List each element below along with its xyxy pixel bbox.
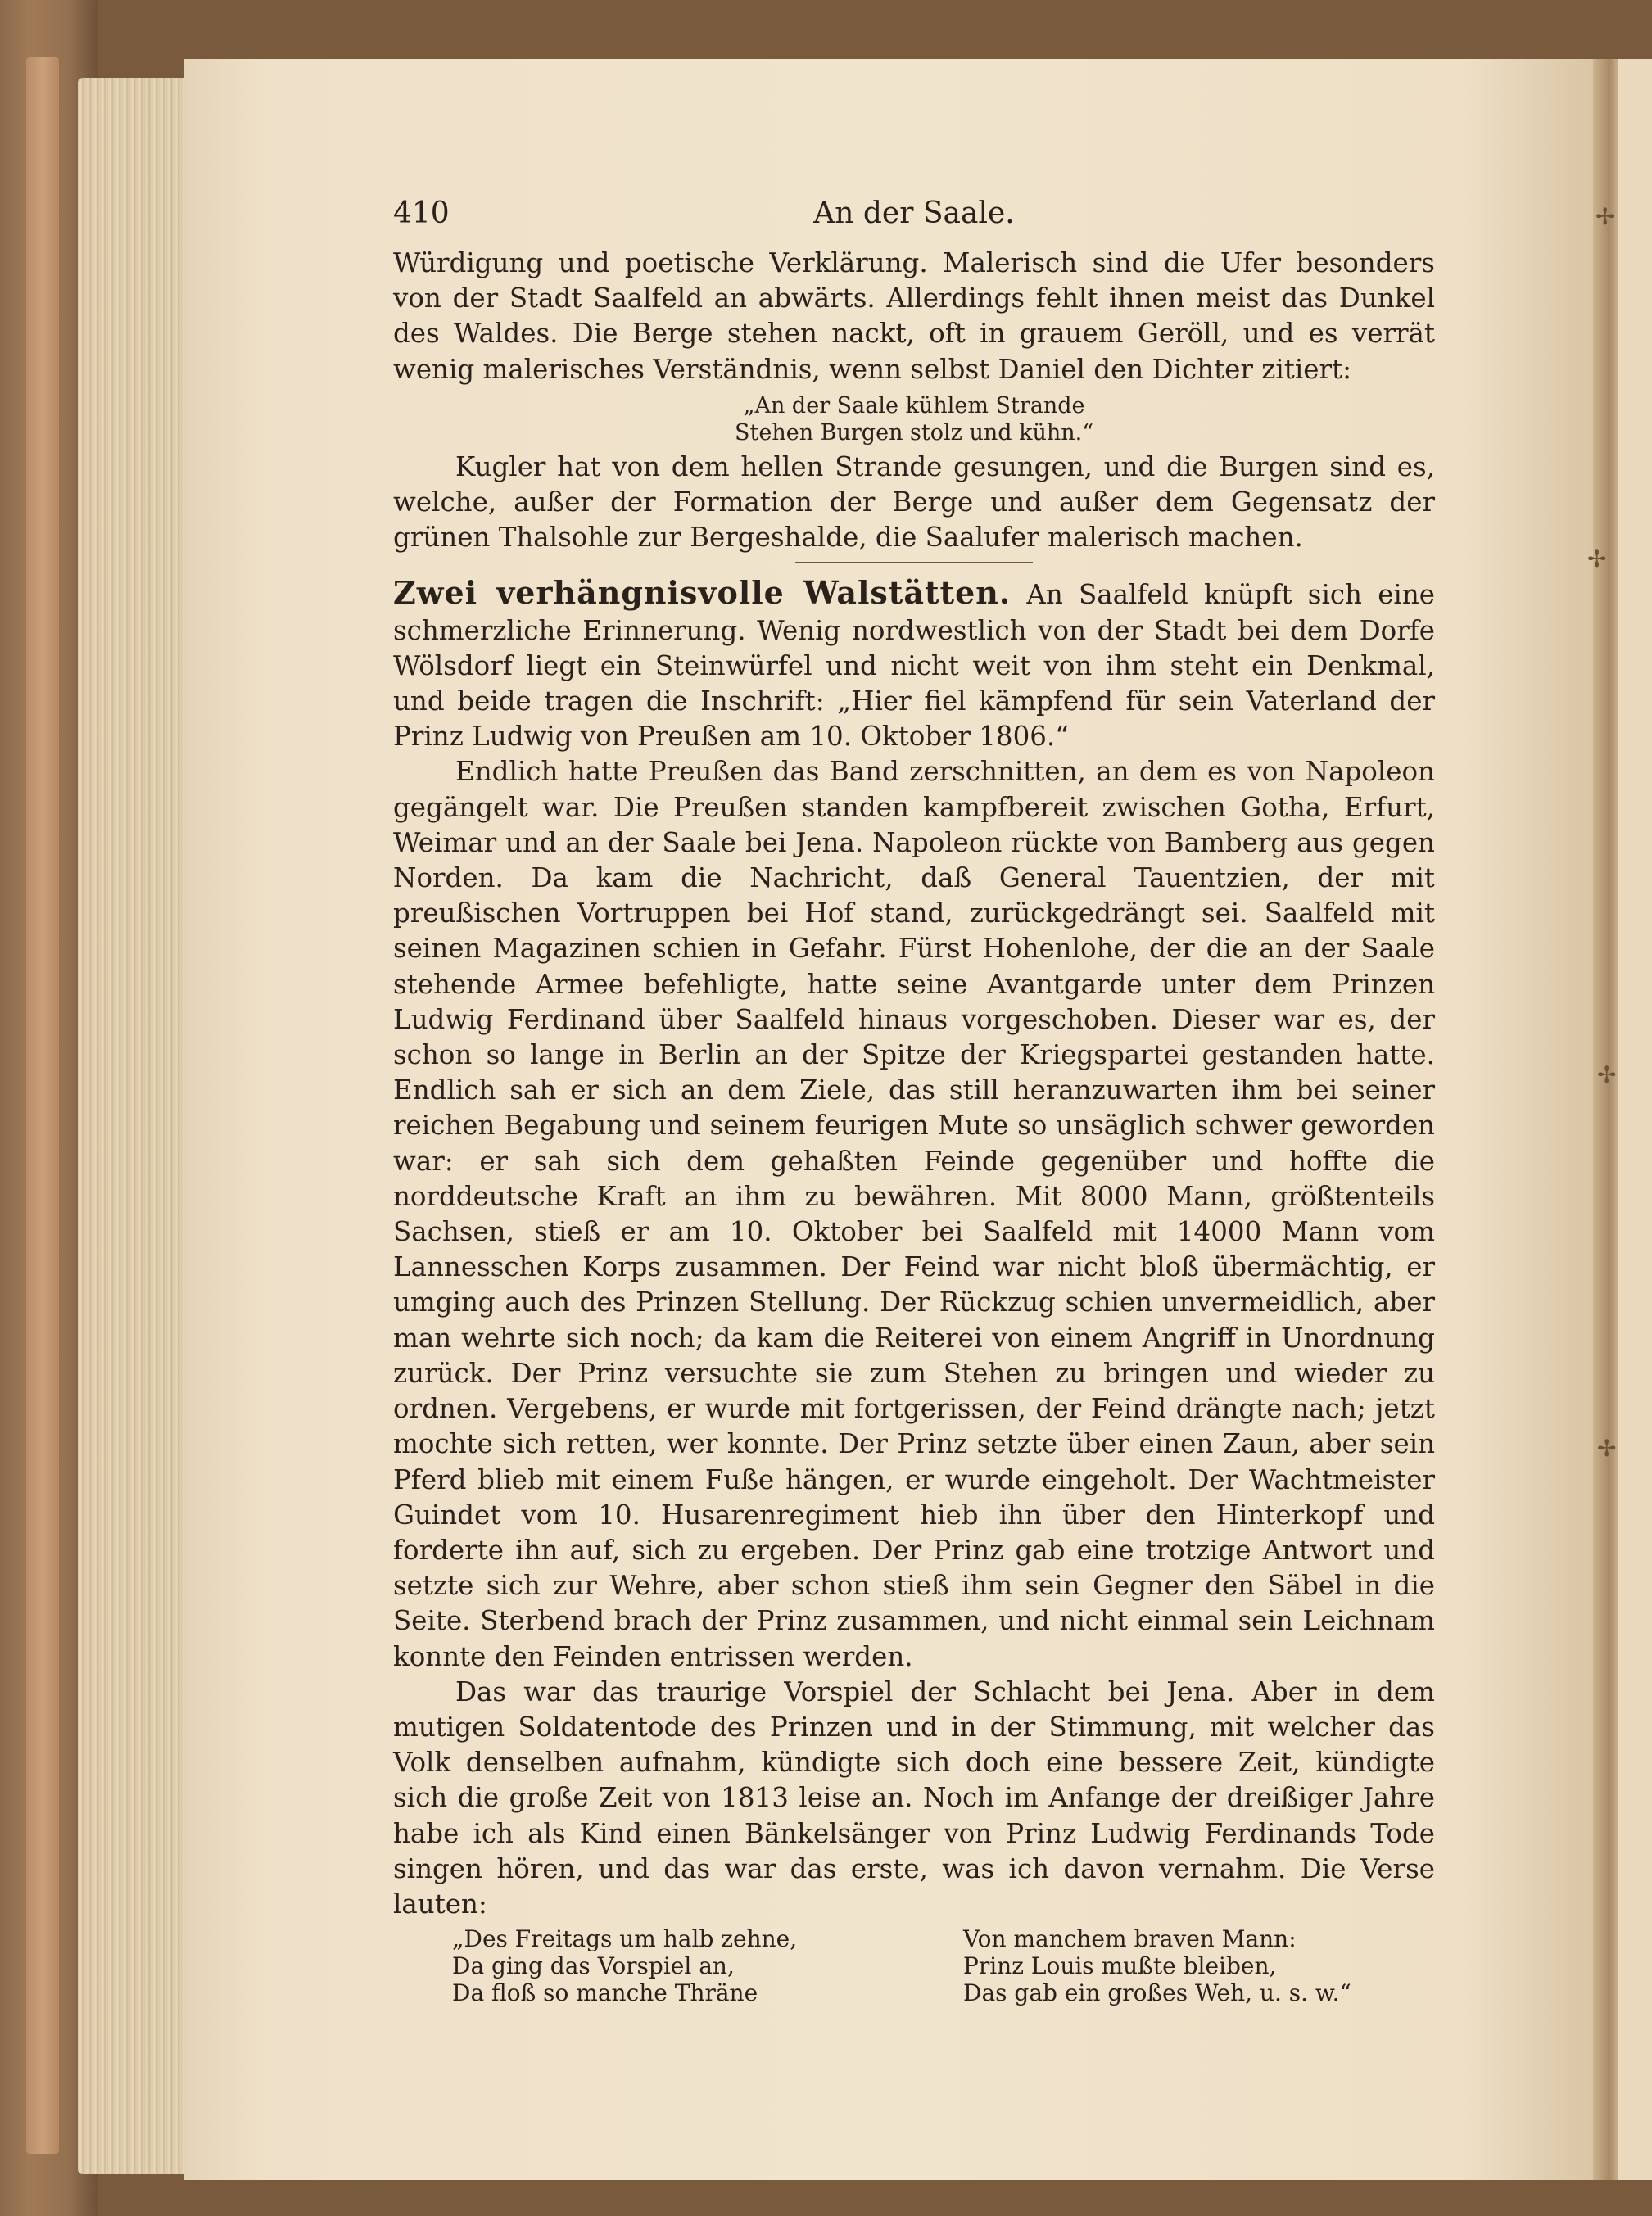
margin-mark: ✢ (1595, 203, 1615, 230)
verse-left-column (393, 1925, 914, 2006)
verse-line: Von manchem braven Mann: (963, 1925, 1297, 1953)
page-number: 410 (393, 197, 450, 230)
quote (393, 392, 1435, 446)
body-text (393, 246, 1435, 1922)
paragraph: Das war das traurige Vorspiel der Schlacht bei Jena. Aber in dem mutigen Soldatentode des Prinzen und in der Stimmung, mit welcher das Volk denselben aufnahm, kündigte sich doch eine bessere Zeit, kündigte sich die große Zeit von 1813 leise an. Noch im Anfange der dreißiger Jahre habe ich als Kind einen Bänkelsänger von Prinz Ludwig Ferdinands Tode singen hören, und das war das erste, was ich davon vernahm. Die Verse lauten: (393, 1676, 1435, 1920)
text-block (393, 197, 1435, 2006)
verse-line: Da ging das Vorspiel an, (452, 1952, 735, 1980)
verse-line: Da floß so manche Thräne (452, 1979, 758, 2007)
verse-line: Prinz Louis mußte bleiben, (963, 1952, 1277, 1980)
margin-mark: ✢ (1597, 1061, 1617, 1088)
running-title: An der Saale. (813, 197, 1015, 230)
quote-line: „An der Saale kühlem Strande (743, 392, 1085, 418)
verse-line: „Des Freitags um halb zehne, (452, 1925, 798, 1953)
verse-line: Das gab ein großes Weh, u. s. w.“ (963, 1979, 1351, 2007)
paragraph: Kugler hat von dem hellen Strande gesungen, und die Burgen sind es, welche, außer der Formation der Berge und außer dem Gegensatz der grünen Thalsohle zur Bergeshalde, die Saalufer malerisch machen. (393, 450, 1435, 554)
page-edges (78, 78, 201, 2174)
paragraph: Endlich hatte Preußen das Band zerschnitten, an dem es von Napoleon gegängelt war. Die Preußen standen kampfbereit zwischen Gotha, Erfurt, Weimar und an der Saale bei Jena. Napoleon rückte von Bamberg aus gegen Norden. Da kam die Nachricht, daß General Tauentzien, der mit preußischen Vortruppen bei Hof stand, zurückgedrängt sei. Saalfeld mit seinen Magazinen schien in Gefahr. Fürst Hohenlohe, der die an der Saale stehende Armee befehligte, hatte seine Avantgarde unter dem Prinzen Ludwig Ferdinand über Saalfeld hinaus vorgeschoben. Dieser war es, der schon so lange in Berlin an der Spitze der Kriegspartei gestanden hatte. Endlich sah er sich an dem Ziele, das still heranzuwarten ihm bei seiner reichen Begabung und seinem feurigen Mute so unsäglich schwer geworden war: er sah sich dem gehaßten Feinde gegenüber und hoffte die norddeutsche Kraft an ihm zu bewähren. Mit 8000 Mann, größtenteils Sachsen, stieß er am 10. Oktober bei Saalfeld mit 14000 Mann vom Lannesschen Korps zusammen. Der Feind war nicht bloß übermächtig, er umging auch des Prinzen Stellung. Der Rückzug schien unvermeidlich, aber man wehrte sich noch; da kam die Reiterei von einem Angriff in Unordnung zurück. Der Prinz versuchte sie zum Stehen zu bringen und wieder zu ordnen. Vergebens, er wurde mit fortgerissen, der Feind drängte nach; jetzt mochte sich retten, wer konnte. Der Prinz setzte über einen Zaun, aber sein Pferd blieb mit einem Fuße hängen, er wurde eingeholt. Der Wachtmeister Guindet vom 10. Husarenregiment hieb ihn über den Hinterkopf und forderte ihn auf, sich zu ergeben. Der Prinz gab eine trotzige Antwort und setzte sich zur Wehre, aber schon stieß ihm sein Gegner den Säbel in die Seite. Sterbend brach der Prinz zusammen, und nicht einmal sein Leichnam konnte den Feinden entrissen werden. (393, 756, 1435, 1672)
margin-mark: ✢ (1587, 545, 1607, 572)
paragraph-text: An Saalfeld knüpft sich eine schmerzliche Erinnerung. Wenig nordwestlich von der Stadt bei dem Dorfe Wölsdorf liegt ein Steinwürfel und nicht weit von ihm steht ein Denkmal, und beide tragen die Inschrift: „Hier fiel kämpfend für sein Vaterland der Prinz Ludwig von Preußen am 10. Oktober 1806.“ (393, 579, 1435, 753)
section-title: Zwei verhängnisvolle Walstätten. (393, 574, 1012, 612)
facing-page-edge (1618, 59, 1652, 2180)
paragraph: Würdigung und poetische Verklärung. Malerisch sind die Ufer besonders von der Stadt Saalfeld an abwärts. Allerdings fehlt ihnen meist das Dunkel des Waldes. Die Berge stehen nackt, oft in grauem Geröll, und es verrät wenig malerisches Verständnis, wenn selbst Daniel den Dichter zitiert: (393, 247, 1435, 385)
section-divider (795, 562, 1033, 563)
page-header (393, 197, 1435, 246)
verse (393, 1925, 1435, 2006)
section-paragraph (393, 575, 1435, 754)
verse-right-column (914, 1925, 1435, 2006)
quote-line: Stehen Burgen stolz und kühn.“ (735, 419, 1093, 445)
margin-mark: ✢ (1597, 1435, 1617, 1462)
cover-edge (26, 57, 59, 2154)
